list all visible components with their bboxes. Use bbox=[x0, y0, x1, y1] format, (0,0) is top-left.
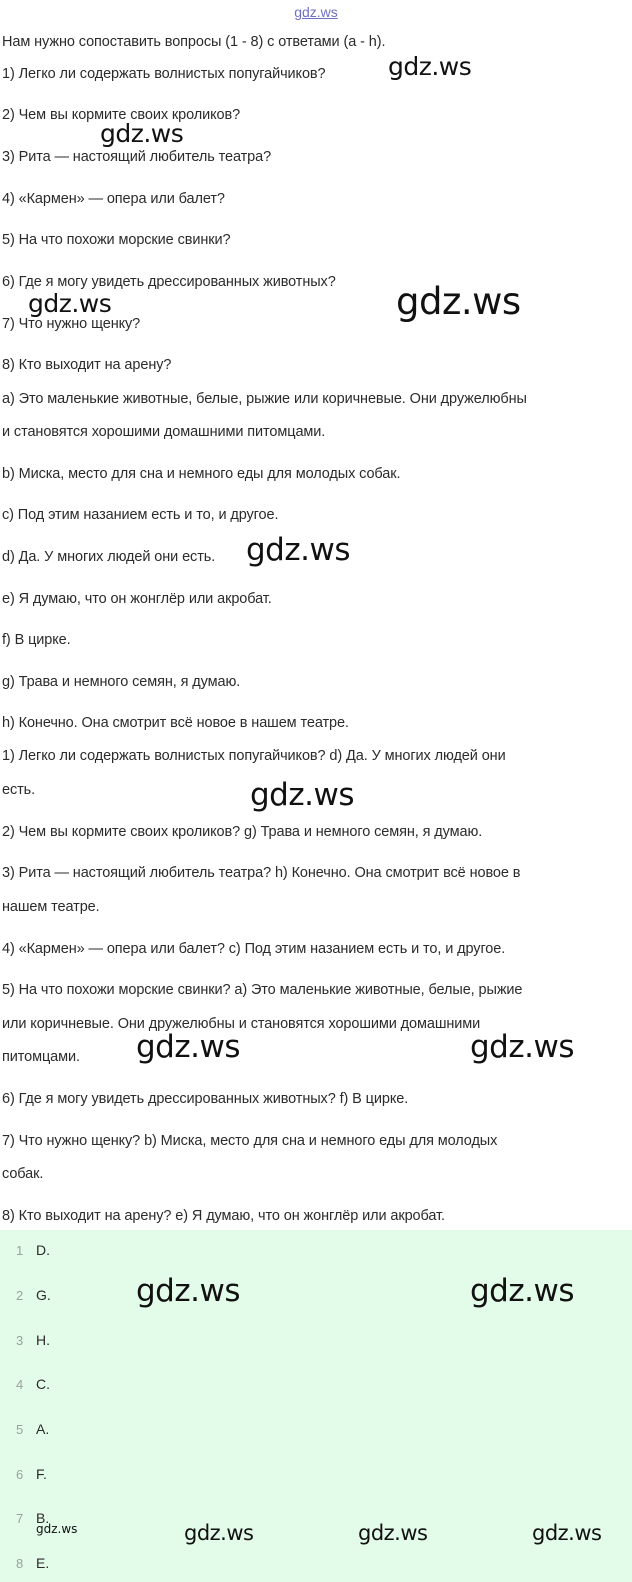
answer-value: B. bbox=[36, 1510, 50, 1526]
solution-line: 7) Что нужно щенку? b) Миска, место для сна и немного еды для молодых bbox=[2, 1133, 498, 1149]
question-1: 1) Легко ли содержать волнистых попугайчиков? bbox=[2, 66, 326, 82]
solution-line: или коричневые. Они дружелюбны и становятся хорошими домашними bbox=[2, 1016, 481, 1032]
question-2: 2) Чем вы кормите своих кроликов? bbox=[2, 107, 241, 123]
answer-number: 3 bbox=[16, 1333, 24, 1348]
question-4: 4) «Кармен» — опера или балет? bbox=[2, 191, 225, 207]
answer-row bbox=[16, 1240, 50, 1260]
answer-number: 7 bbox=[16, 1511, 24, 1526]
question-7: 7) Что нужно щенку? bbox=[2, 316, 141, 332]
option-a-cont: и становятся хорошими домашними питомцами. bbox=[2, 424, 326, 440]
answer-number: 4 bbox=[16, 1377, 24, 1392]
solution-line: есть. bbox=[2, 782, 36, 798]
site-link[interactable]: gdz.ws bbox=[294, 4, 338, 20]
solution-line: 8) Кто выходит на арену? e) Я думаю, что он жонглёр или акробат. bbox=[2, 1208, 445, 1224]
question-8: 8) Кто выходит на арену? bbox=[2, 357, 172, 373]
watermark: gdz.ws bbox=[28, 289, 112, 318]
answer-value: F. bbox=[36, 1466, 47, 1482]
answer-row bbox=[16, 1419, 49, 1439]
solution-line: 6) Где я могу увидеть дрессированных животных? f) В цирке. bbox=[2, 1091, 409, 1107]
instruction-text: Нам нужно сопоставить вопросы (1 - 8) с ответами (a - h). bbox=[2, 34, 386, 50]
watermark: gdz.ws bbox=[388, 52, 472, 81]
watermark: gdz.ws bbox=[358, 1521, 428, 1545]
answer-row bbox=[16, 1330, 50, 1350]
watermark: gdz.ws bbox=[250, 777, 354, 813]
option-g: g) Трава и немного семян, я думаю. bbox=[2, 674, 241, 690]
option-c: c) Под этим назанием есть и то, и другое. bbox=[2, 507, 279, 523]
watermark: gdz.ws bbox=[532, 1521, 602, 1545]
answer-value: C. bbox=[36, 1376, 50, 1392]
answer-row bbox=[16, 1464, 47, 1484]
solution-line: 4) «Кармен» — опера или балет? c) Под этим назанием есть и то, и другое. bbox=[2, 941, 506, 957]
watermark: gdz.ws bbox=[470, 1029, 574, 1065]
solution-line: 5) На что похожи морские свинки? a) Это маленькие животные, белые, рыжие bbox=[2, 982, 523, 998]
solution-line: питомцами. bbox=[2, 1049, 80, 1065]
answer-value: D. bbox=[36, 1242, 50, 1258]
watermark: gdz.ws bbox=[136, 1029, 240, 1065]
answer-value: E. bbox=[36, 1555, 50, 1571]
answer-value: G. bbox=[36, 1287, 51, 1303]
watermark: gdz.ws bbox=[36, 1522, 78, 1536]
answer-value: A. bbox=[36, 1421, 50, 1437]
watermark: gdz.ws bbox=[184, 1521, 254, 1545]
solution-line: собак. bbox=[2, 1166, 44, 1182]
answer-number: 5 bbox=[16, 1422, 24, 1437]
watermark: gdz.ws bbox=[100, 119, 184, 148]
option-d: d) Да. У многих людей они есть. bbox=[2, 549, 216, 565]
solution-line: 2) Чем вы кормите своих кроликов? g) Трава и немного семян, я думаю. bbox=[2, 824, 483, 840]
answer-row bbox=[16, 1553, 49, 1573]
answer-number: 2 bbox=[16, 1288, 24, 1303]
option-f: f) В цирке. bbox=[2, 632, 71, 648]
solution-line: 3) Рита — настоящий любитель театра? h) Конечно. Она смотрит всё новое в bbox=[2, 865, 521, 881]
answer-number: 6 bbox=[16, 1467, 24, 1482]
option-a: a) Это маленькие животные, белые, рыжие или коричневые. Они дружелюбны bbox=[2, 391, 527, 407]
question-6: 6) Где я могу увидеть дрессированных животных? bbox=[2, 274, 336, 290]
answer-number: 1 bbox=[16, 1243, 24, 1258]
answer-row bbox=[16, 1285, 51, 1305]
solution-line: 1) Легко ли содержать волнистых попугайчиков? d) Да. У многих людей они bbox=[2, 748, 506, 764]
watermark: gdz.ws bbox=[246, 532, 350, 568]
option-h: h) Конечно. Она смотрит всё новое в нашем театре. bbox=[2, 715, 349, 731]
answer-value: H. bbox=[36, 1332, 50, 1348]
option-b: b) Миска, место для сна и немного еды для молодых собак. bbox=[2, 466, 401, 482]
question-3: 3) Рита — настоящий любитель театра? bbox=[2, 149, 272, 165]
watermark: gdz.ws bbox=[136, 1273, 240, 1309]
option-e: e) Я думаю, что он жонглёр или акробат. bbox=[2, 591, 272, 607]
answer-row bbox=[16, 1374, 50, 1394]
answer-number: 8 bbox=[16, 1556, 24, 1571]
solution-line: нашем театре. bbox=[2, 899, 100, 915]
watermark: gdz.ws bbox=[470, 1273, 574, 1309]
question-5: 5) На что похожи морские свинки? bbox=[2, 232, 231, 248]
watermark: gdz.ws bbox=[396, 280, 521, 323]
